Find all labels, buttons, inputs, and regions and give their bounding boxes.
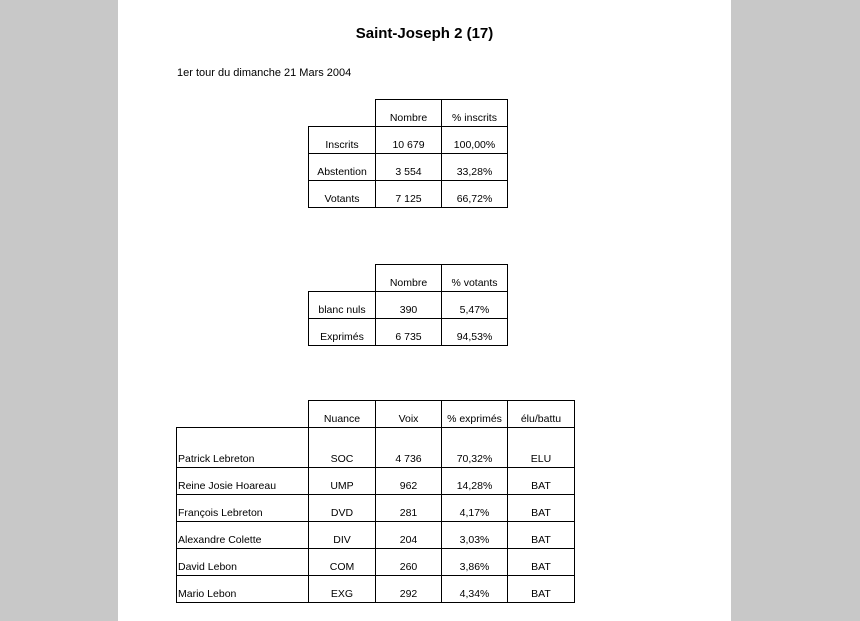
header-nuance: Nuance xyxy=(309,401,376,428)
candidate-pct: 3,86% xyxy=(442,549,508,576)
candidates-table xyxy=(176,400,575,603)
candidate-nuance: EXG xyxy=(309,576,376,603)
document-page xyxy=(118,0,731,621)
row-label: Abstention xyxy=(309,154,376,181)
candidate-nuance: UMP xyxy=(309,468,376,495)
candidate-name: François Lebreton xyxy=(177,495,309,522)
candidate-result: BAT xyxy=(508,576,575,603)
candidate-pct: 14,28% xyxy=(442,468,508,495)
candidate-name: Alexandre Colette xyxy=(177,522,309,549)
candidate-name: David Lebon xyxy=(177,549,309,576)
row-nombre: 7 125 xyxy=(376,181,442,208)
table-row xyxy=(177,428,575,468)
header-nombre: Nombre xyxy=(376,100,442,127)
row-pct: 94,53% xyxy=(442,319,508,346)
header-nombre: Nombre xyxy=(376,265,442,292)
header-elu-battu: élu/battu xyxy=(508,401,575,428)
candidate-result: BAT xyxy=(508,495,575,522)
row-pct: 33,28% xyxy=(442,154,508,181)
candidate-result: BAT xyxy=(508,549,575,576)
row-label: Inscrits xyxy=(309,127,376,154)
candidate-pct: 3,03% xyxy=(442,522,508,549)
candidate-voix: 204 xyxy=(376,522,442,549)
header-pct-inscrits: % inscrits xyxy=(442,100,508,127)
row-nombre: 3 554 xyxy=(376,154,442,181)
candidate-name: Patrick Lebreton xyxy=(177,428,309,468)
table-row xyxy=(309,127,508,154)
row-label: blanc nuls xyxy=(309,292,376,319)
candidate-voix: 292 xyxy=(376,576,442,603)
candidate-voix: 4 736 xyxy=(376,428,442,468)
table-row xyxy=(309,154,508,181)
candidate-nuance: DVD xyxy=(309,495,376,522)
votes-table xyxy=(308,264,508,346)
table-header-row xyxy=(177,401,575,428)
registration-table xyxy=(308,99,508,208)
row-pct: 100,00% xyxy=(442,127,508,154)
candidate-name: Reine Josie Hoareau xyxy=(177,468,309,495)
header-voix: Voix xyxy=(376,401,442,428)
empty-cell xyxy=(177,401,309,428)
table-header-row xyxy=(309,100,508,127)
row-pct: 5,47% xyxy=(442,292,508,319)
candidate-result: BAT xyxy=(508,468,575,495)
table-row xyxy=(177,468,575,495)
table-header-row xyxy=(309,265,508,292)
candidate-voix: 281 xyxy=(376,495,442,522)
table-row xyxy=(309,181,508,208)
row-pct: 66,72% xyxy=(442,181,508,208)
empty-cell xyxy=(309,265,376,292)
election-date: 1er tour du dimanche 21 Mars 2004 xyxy=(177,67,352,79)
page-title: Saint-Joseph 2 (17) xyxy=(355,25,494,42)
candidate-pct: 4,34% xyxy=(442,576,508,603)
row-nombre: 390 xyxy=(376,292,442,319)
candidate-nuance: COM xyxy=(309,549,376,576)
row-nombre: 10 679 xyxy=(376,127,442,154)
empty-cell xyxy=(309,100,376,127)
table-row xyxy=(177,495,575,522)
row-label: Exprimés xyxy=(309,319,376,346)
header-pct-votants: % votants xyxy=(442,265,508,292)
candidate-name: Mario Lebon xyxy=(177,576,309,603)
table-row xyxy=(309,292,508,319)
table-row xyxy=(309,319,508,346)
candidate-voix: 962 xyxy=(376,468,442,495)
candidate-nuance: SOC xyxy=(309,428,376,468)
table-row xyxy=(177,522,575,549)
header-pct-exprimes: % exprimés xyxy=(442,401,508,428)
row-nombre: 6 735 xyxy=(376,319,442,346)
candidate-result: BAT xyxy=(508,522,575,549)
candidate-pct: 4,17% xyxy=(442,495,508,522)
table-row xyxy=(177,576,575,603)
candidate-voix: 260 xyxy=(376,549,442,576)
candidate-result: ELU xyxy=(508,428,575,468)
candidate-nuance: DIV xyxy=(309,522,376,549)
candidate-pct: 70,32% xyxy=(442,428,508,468)
row-label: Votants xyxy=(309,181,376,208)
table-row xyxy=(177,549,575,576)
